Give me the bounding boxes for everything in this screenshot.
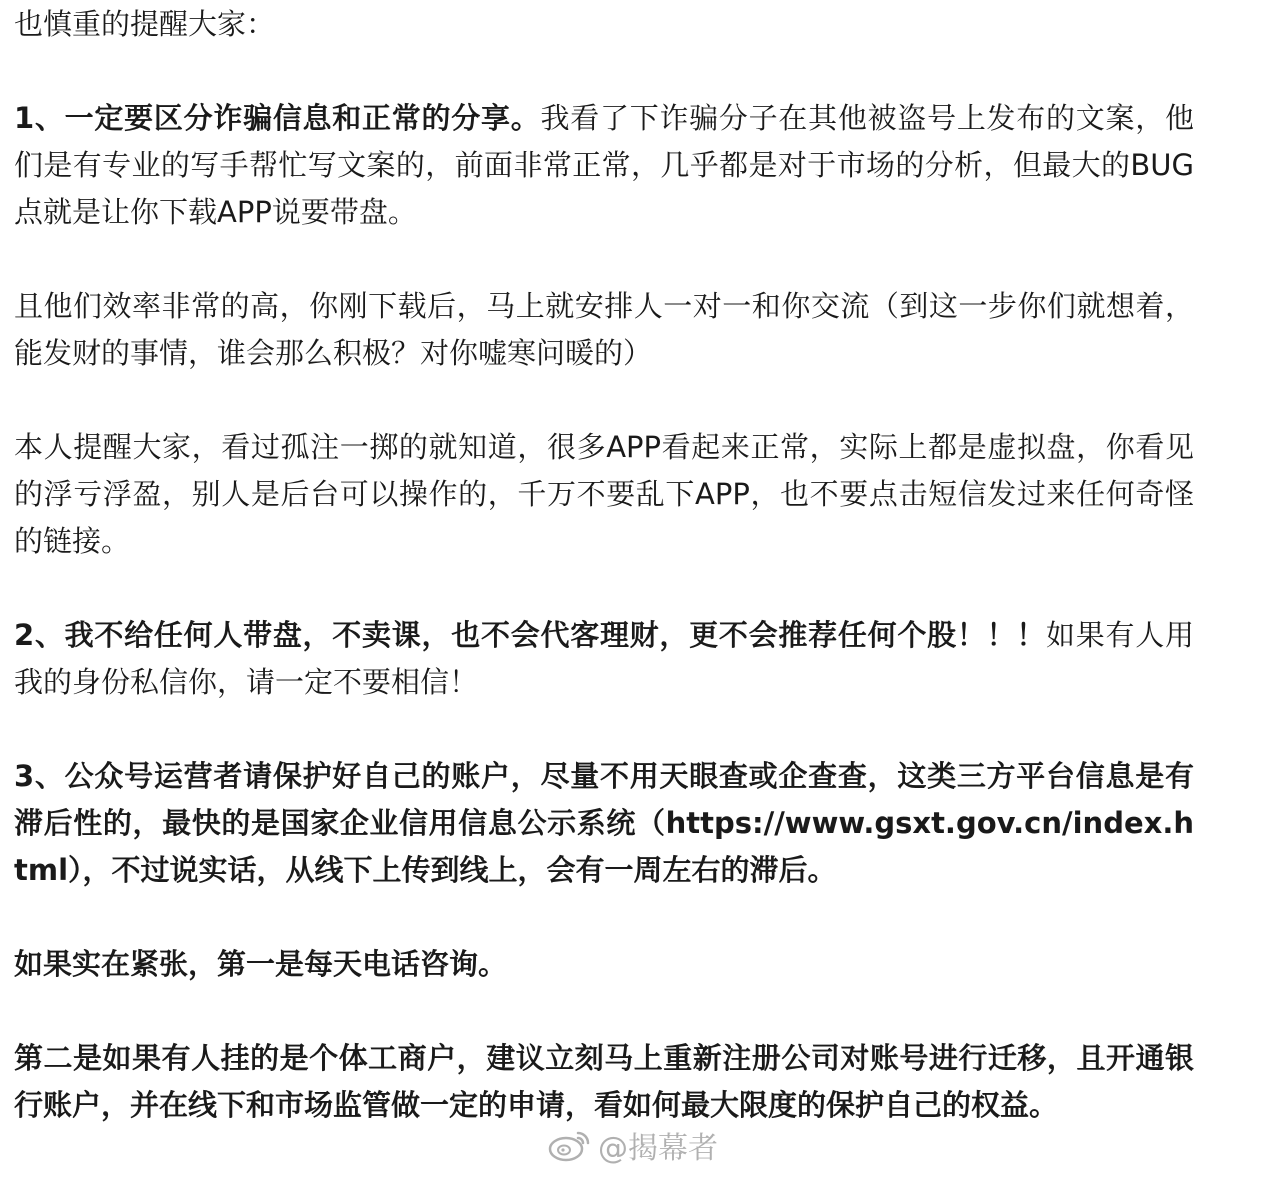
paragraph-5-text-b: ，不过说实话，从线下上传到线上，会有一周左右的滞后。 bbox=[82, 853, 837, 887]
paragraph-1-bold: 1、一定要区分诈骗信息和正常的分享。 bbox=[14, 101, 541, 135]
paragraph-5 bbox=[14, 753, 1194, 894]
intro-paragraph: 也慎重的提醒大家： bbox=[14, 7, 276, 41]
paragraph-1 bbox=[14, 95, 1194, 236]
paragraph-6: 如果实在紧张，第一是每天电话咨询。 bbox=[14, 947, 508, 981]
paragraph-5-text-a: 3、公众号运营者请保护好自己的账户，尽量不用天眼查或企查查，这类三方平台信息是有滞后性的，最快的是国家企业信用信息公示系统 bbox=[14, 759, 1194, 840]
weibo-icon bbox=[548, 1127, 592, 1163]
gsxt-url: （https://www.gsxt.gov.cn/index.html） bbox=[14, 806, 1194, 887]
paragraph-4 bbox=[14, 612, 1194, 706]
paragraph-2: 且他们效率非常的高，你刚下载后，马上就安排人一对一和你交流（到这一步你们就想着，能发财的事情，谁会那么积极？对你嘘寒问暖的） bbox=[14, 289, 1194, 370]
paragraph-4-bold: 2、我不给任何人带盘，不卖课，也不会代客理财，更不会推荐任何个股！！！ bbox=[14, 618, 1047, 652]
watermark-text: @揭幕者 bbox=[598, 1131, 718, 1166]
paragraph-4-text: 如果有人用我的身份私信你，请一定不要相信！ bbox=[14, 618, 1194, 699]
article-body bbox=[14, 0, 1194, 1129]
paragraph-7: 第二是如果有人挂的是个体工商户，建议立刻马上重新注册公司对账号进行迁移，且开通银行账户，并在线下和市场监管做一定的申请，看如何最大限度的保护自己的权益。 bbox=[14, 1041, 1194, 1122]
paragraph-1-text: 我看了下诈骗分子在其他被盗号上发布的文案，他们是有专业的写手帮忙写文案的，前面非常正常，几乎都是对于市场的分析，但最大的BUG点就是让你下载APP说要带盘。 bbox=[14, 101, 1194, 229]
paragraph-3: 本人提醒大家，看过孤注一掷的就知道，很多APP看起来正常，实际上都是虚拟盘，你看见的浮亏浮盈，别人是后台可以操作的，千万不要乱下APP，也不要点击短信发过来任何奇怪的链接。 bbox=[14, 430, 1194, 558]
